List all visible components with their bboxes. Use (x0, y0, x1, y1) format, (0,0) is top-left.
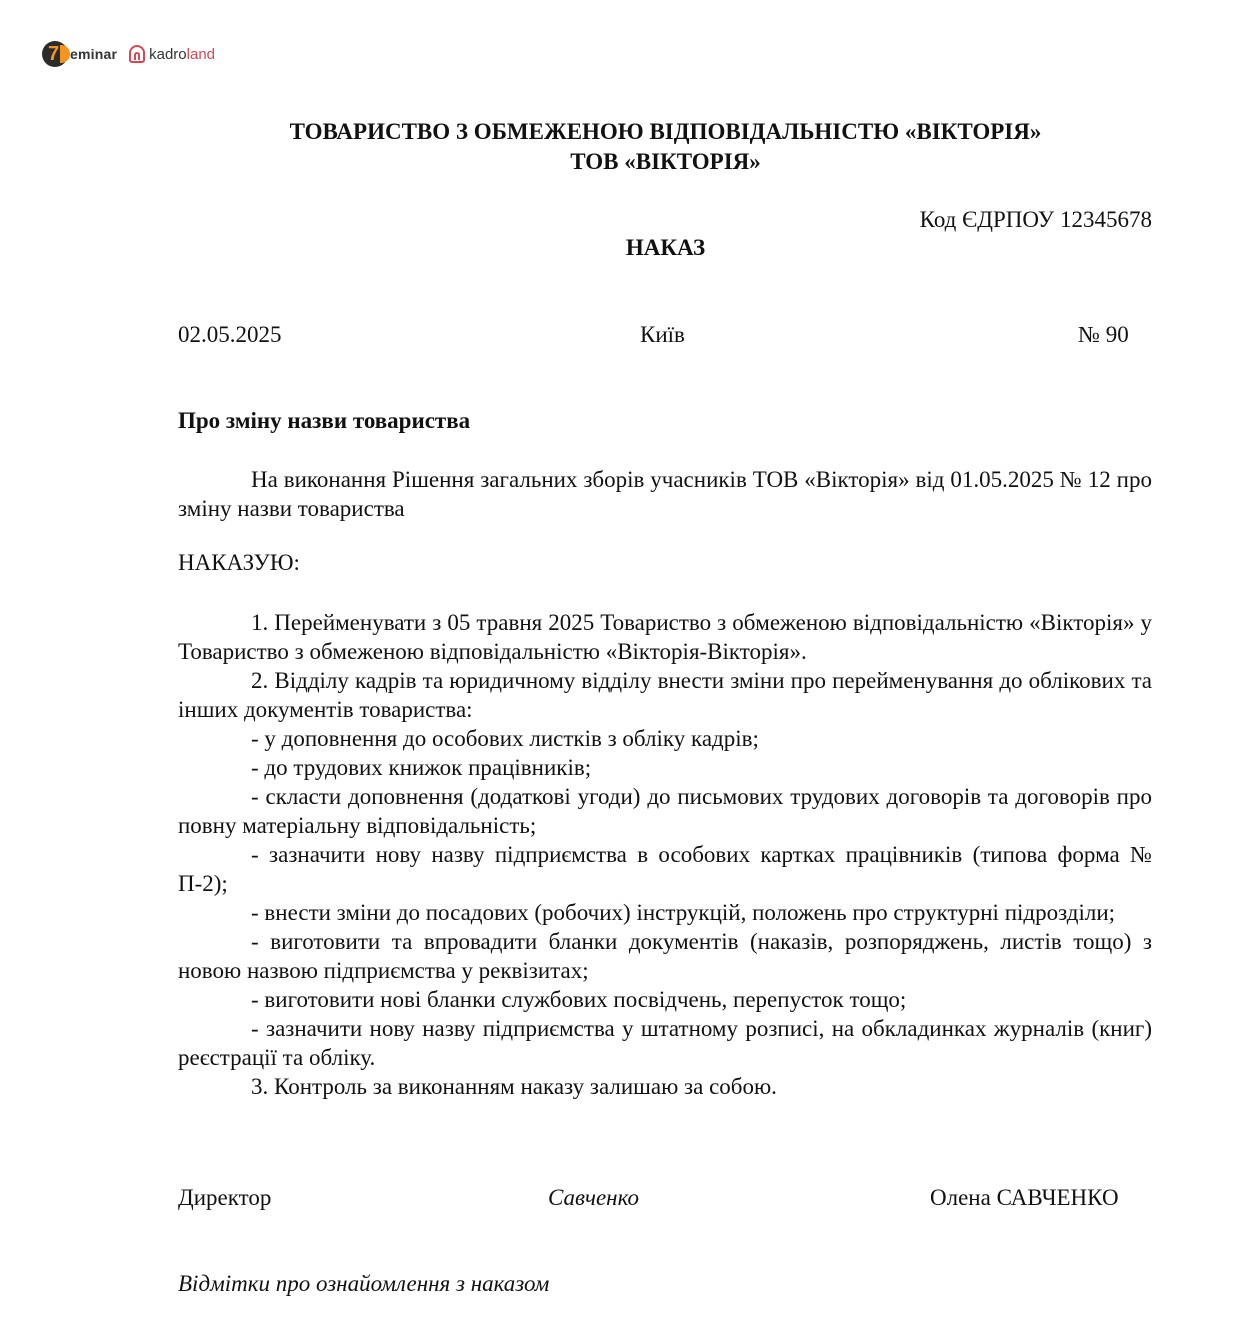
order-subitem: - виготовити нові бланки службових посвідчень, перепусток тощо; (251, 987, 907, 1012)
seminar-logo-text: eminar (70, 46, 118, 62)
document-number: № 90 (1078, 322, 1129, 347)
document-city: Київ (640, 322, 685, 347)
order-subitem: - скласти доповнення (додаткові угоди) до письмових трудових договорів та договорів про повну матеріальну відповідальність; (178, 784, 1152, 838)
order-subitem: - зазначити нову назву підприємства у штатному розписі, на обкладинках журналів (книг) реєстрації та обліку. (178, 1016, 1152, 1070)
order-item: 1. Перейменувати з 05 травня 2025 Товариство з обмеженою відповідальністю «Вікторія» у Товариство з обмеженою відповідальністю «Вікторія-Вікторія». (178, 610, 1152, 664)
order-subitem: - у доповнення до особових листків з обліку кадрів; (251, 726, 759, 751)
order-item: 2. Відділу кадрів та юридичному відділу внести зміни про перейменування до облікових та інших документів товариства: (178, 668, 1152, 722)
preamble (178, 465, 1152, 523)
edrpou-value: 12345678 (1060, 207, 1152, 232)
signatory-role: Директор (178, 1185, 272, 1210)
order-items (178, 608, 1152, 1101)
kadroland-logo (129, 45, 215, 63)
order-subitem: - внести зміни до посадових (робочих) інструкцій, положень про структурні підрозділи; (251, 900, 1116, 925)
order-subitem: - зазначити нову назву підприємства в особових картках працівників (типова форма № П-2); (178, 842, 1152, 896)
seminar-logo-icon: 7 (42, 41, 68, 67)
order-subitem: - до трудових книжок працівників; (251, 755, 592, 780)
header-logos (42, 38, 215, 70)
kadroland-logo-text-2: land (186, 45, 216, 63)
signature: Савченко (548, 1185, 639, 1210)
document-subject: Про зміну назви товариства (178, 408, 471, 433)
seminar-logo (42, 41, 117, 67)
order-word: НАКАЗУЮ: (178, 550, 300, 575)
order-subitem: - виготовити та впровадити бланки документів (наказів, розпоряджень, листів тощо) з новою назвою підприємства у реквізитах; (178, 929, 1152, 983)
signatory-name: Олена САВЧЕНКО (930, 1185, 1119, 1210)
house-icon (129, 45, 145, 63)
document-date: 02.05.2025 (178, 322, 282, 347)
preamble-text: На виконання Рішення загальних зборів учасників ТОВ «Вікторія» від 01.05.2025 № 12 про зміну назви товариства (178, 467, 1152, 521)
order-item: 3. Контроль за виконанням наказу залишаю за собою. (251, 1074, 777, 1099)
acknowledgement-note: Відмітки про ознайомлення з наказом (178, 1271, 550, 1296)
edrpou-code (920, 207, 1152, 233)
company-short-name: ТОВ «ВІКТОРІЯ» (570, 149, 761, 174)
kadroland-logo-text-1: kadro (149, 45, 187, 63)
company-full-name: ТОВАРИСТВО З ОБМЕЖЕНОЮ ВІДПОВІДАЛЬНІСТЮ «ВІКТОРІЯ» (289, 119, 1042, 144)
document-title: НАКАЗ (625, 235, 706, 260)
edrpou-label: Код ЄДРПОУ (919, 207, 1054, 232)
